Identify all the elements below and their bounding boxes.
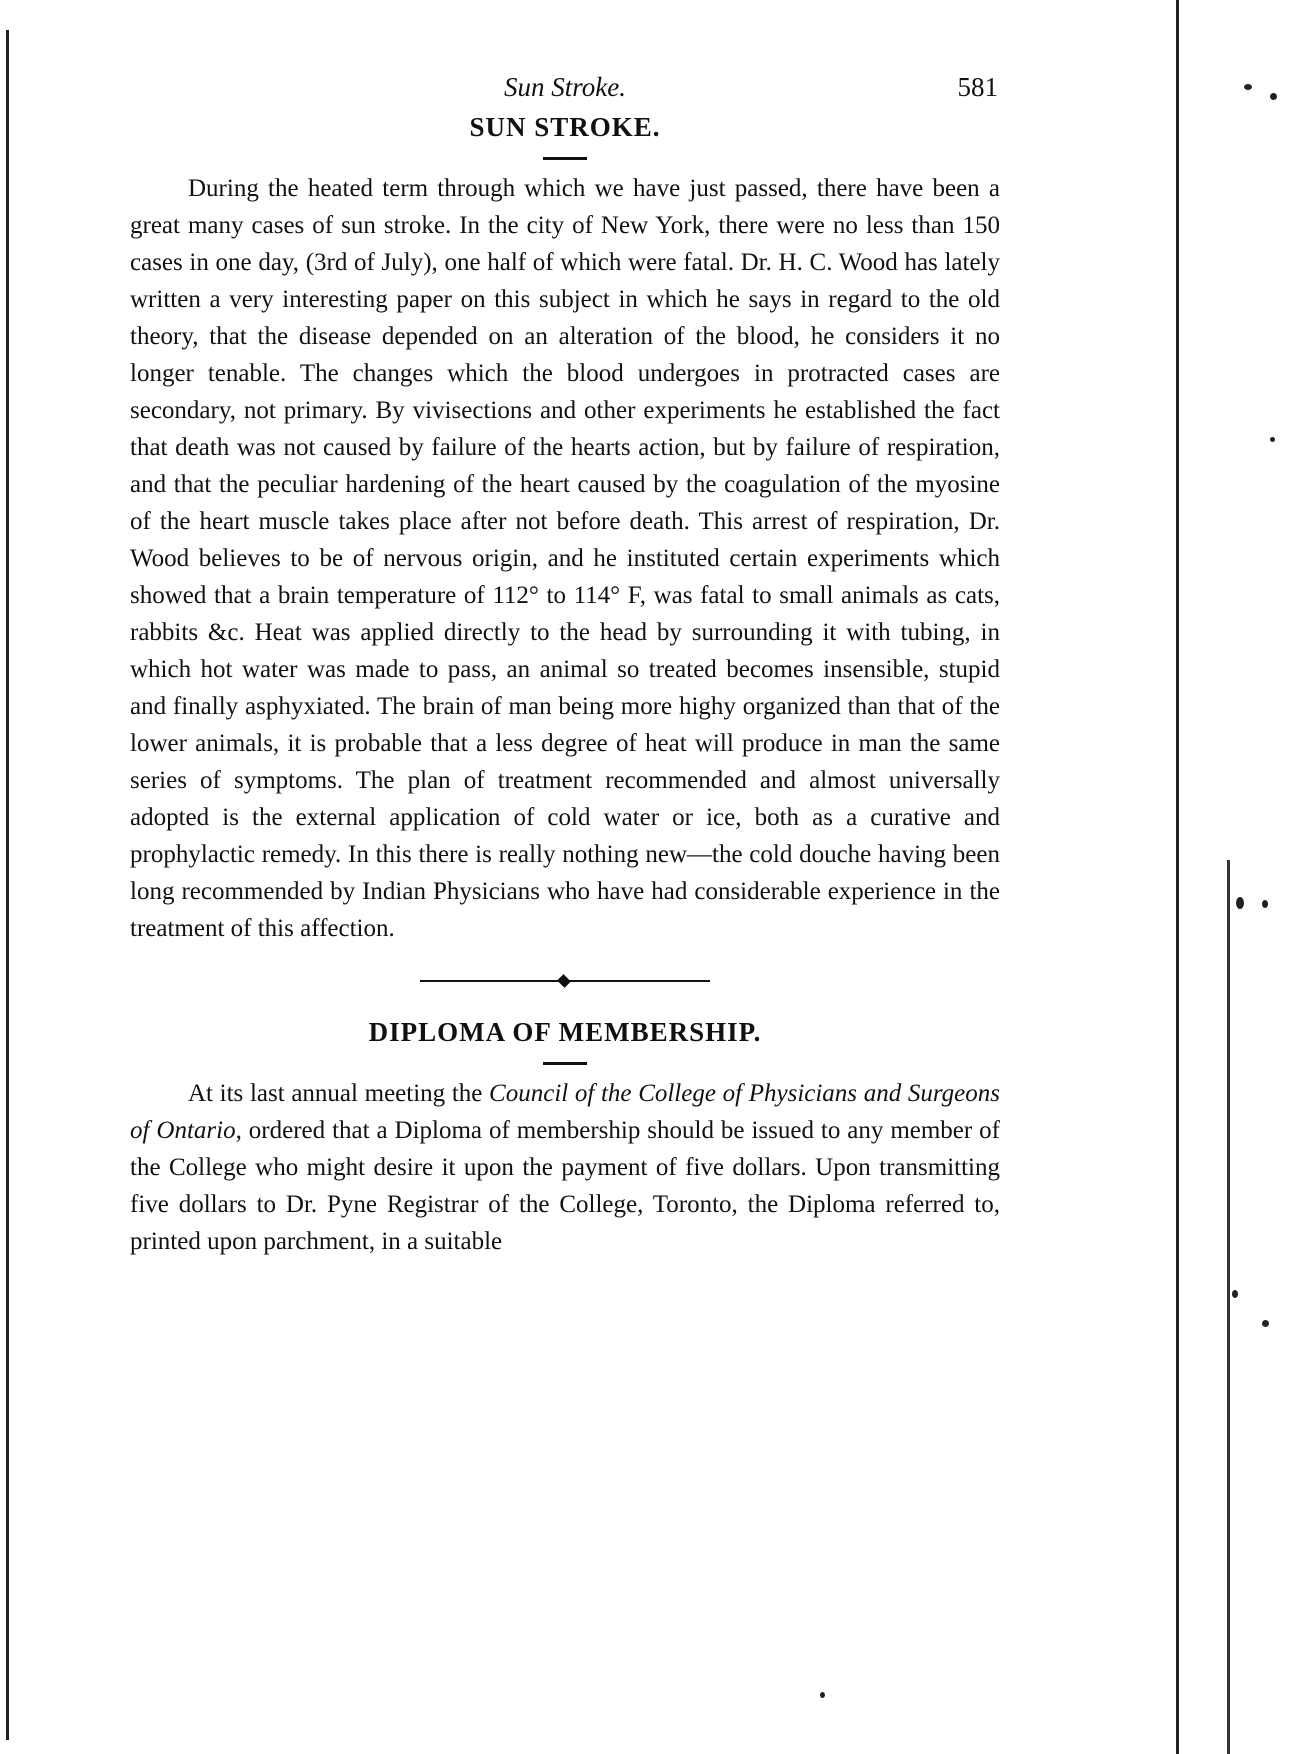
sun-stroke-paragraph: During the heated term through which we have just passed, there have been a great many cases of sun stroke. In the city of New York, there were no less than 150 cases in one day, (3rd of July), one half of which were fatal. Dr. H. C. Wood has lately written a very interesting paper on this subject in which he says in regard to the old theory, that the disease depended on an alteration of the blood, he considers it no longer tenable. The changes which the blood undergoes in protracted cases are secondary, not primary. By vivisections and other experiments he established the fact that death was not caused by failure of the hearts action, but by failure of respiration, and that the peculiar hardening of the heart caused by the coagulation of the myosine of the heart muscle takes place after not before death. This arrest of respiration, Dr. Wood believes to be of nervous origin, and he instituted certain experiments which showed that a brain temperature of 112° to 114° F, was fatal to small animals as cats, rabbits &c. Heat was applied directly to the head by surrounding it with tubing, in which hot water was made to pass, an animal so treated becomes insensible, stupid and finally asphyxiated. The brain of man being more highy organized than that of the lower animals, it is probable that a less degree of heat will produce in man the same series of symptoms. The plan of treatment recommended and almost universally adopted is the external application of cold water or ice, both as a curative and prophylactic remedy. In this there is really nothing new—the cold douche having been long recommended by Indian Physicians who have had considerable experience in the treatment of this affection. xyxy=(130,175,1000,942)
section-divider-ornament xyxy=(420,975,710,987)
scan-speck xyxy=(1270,93,1277,100)
scan-speck xyxy=(1236,897,1244,909)
scan-border-right-inner xyxy=(1227,860,1230,1754)
diploma-text-start: At its last annual meeting the xyxy=(188,1080,490,1107)
heading-rule xyxy=(543,1062,587,1065)
section-heading-diploma: DIPLOMA OF MEMBERSHIP. xyxy=(368,1017,762,1047)
page-number: 581 xyxy=(957,72,998,102)
section-heading-sun-stroke: SUN STROKE. xyxy=(469,112,661,142)
scan-speck xyxy=(1262,1320,1269,1327)
running-title: Sun Stroke. xyxy=(504,72,626,102)
scan-border-left xyxy=(6,30,9,1740)
diploma-paragraph xyxy=(130,1075,1000,1260)
council-name: Council of the College of Physicians and Surgeons of Ontario xyxy=(130,1080,1000,1144)
scan-speck xyxy=(1244,84,1252,90)
heading-rule xyxy=(543,157,587,160)
book-page xyxy=(130,72,1000,1260)
scan-speck xyxy=(1270,437,1275,442)
scan-speck xyxy=(1262,900,1268,908)
scan-speck xyxy=(820,1692,825,1698)
scan-speck xyxy=(1232,1290,1238,1298)
scan-border-right xyxy=(1176,0,1179,1754)
diploma-text-rest: , ordered that a Diploma of membership should be issued to any member of the College who might desire it upon the payment of five dollars. Upon transmitting five dollars to Dr. Pyne Registrar of the College, Toronto, the Diploma referred to, printed upon parchment, in a suitable xyxy=(130,1117,1001,1255)
running-head xyxy=(130,72,1000,112)
